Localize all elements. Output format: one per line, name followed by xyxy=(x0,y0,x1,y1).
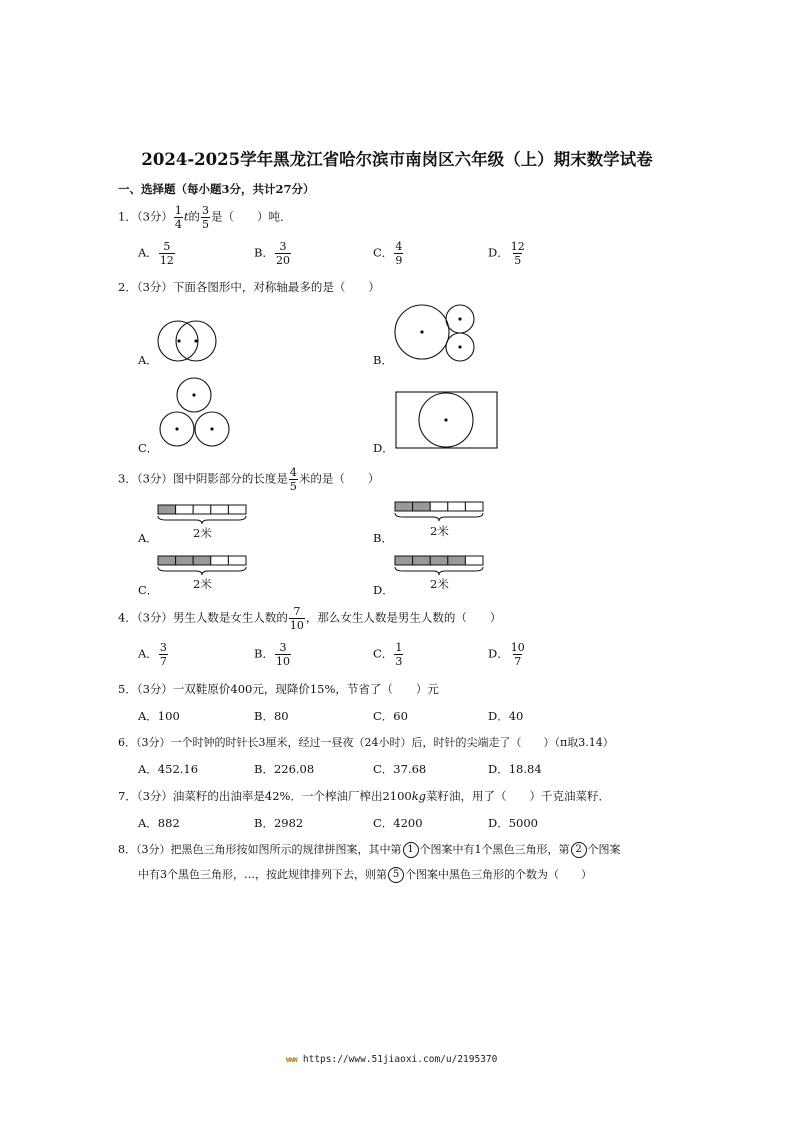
fraction xyxy=(159,642,168,667)
denominator: 4 xyxy=(174,218,182,231)
bar-label: 2米 xyxy=(193,526,212,540)
question-text: 中有3个黑色三角形，…，按此规律排列下去，则第 xyxy=(138,868,387,881)
option-c[interactable]: C．37.68 xyxy=(373,762,427,776)
question-text: 个图案中黑色三角形的个数为（ ） xyxy=(405,868,592,881)
question-8-line-1 xyxy=(118,841,621,858)
unit-text: t xyxy=(183,209,189,224)
circled-number: 5 xyxy=(388,867,404,883)
option-a[interactable]: A． xyxy=(138,531,158,545)
question-number: 1．（3分） xyxy=(118,209,173,224)
option-letter: C． xyxy=(373,245,394,260)
denominator: 20 xyxy=(275,254,290,267)
question-2: 2．（3分）下面各图形中，对称轴最多的是（ ） xyxy=(118,280,380,294)
option-a[interactable]: A．882 xyxy=(138,816,180,830)
question-text: 个图案中有1个黑色三角形，第 xyxy=(419,843,570,856)
denominator: 7 xyxy=(514,655,522,668)
option-a[interactable]: A． xyxy=(138,353,158,367)
numerator: 4 xyxy=(395,240,403,253)
fraction xyxy=(275,642,291,667)
footer xyxy=(286,1054,497,1065)
option-b[interactable]: B．80 xyxy=(254,709,289,723)
question-text: 8．（3分）把黑色三角形按如图所示的规律拼图案，其中第 xyxy=(118,843,402,856)
option-b[interactable]: B．226.08 xyxy=(254,762,315,776)
option-b[interactable]: B． xyxy=(373,531,393,545)
option-d[interactable]: D．18.84 xyxy=(488,762,542,776)
brace xyxy=(395,513,483,521)
question-text: ，那么女生人数是男生人数的（ ） xyxy=(305,610,502,625)
brace xyxy=(158,567,246,575)
option-letter: D． xyxy=(488,245,509,260)
fraction xyxy=(289,606,305,631)
fraction xyxy=(510,642,526,667)
denominator: 5 xyxy=(514,254,522,267)
denominator: 9 xyxy=(395,254,403,267)
option-b[interactable] xyxy=(254,642,292,667)
option-d[interactable]: D． xyxy=(373,441,394,455)
numerator: 7 xyxy=(293,605,301,618)
option-c[interactable]: C．60 xyxy=(373,709,408,723)
brace xyxy=(395,567,483,575)
question-8-line-2 xyxy=(138,866,592,883)
fraction xyxy=(394,642,403,667)
option-c[interactable]: C． xyxy=(138,441,159,455)
option-d[interactable]: D． xyxy=(373,583,394,597)
option-b[interactable]: B． xyxy=(373,353,393,367)
option-c[interactable] xyxy=(373,642,404,667)
denominator: 10 xyxy=(275,655,290,668)
numerator: 1 xyxy=(174,204,182,217)
question-7 xyxy=(118,788,610,804)
denominator: 5 xyxy=(202,218,210,231)
question-text: 菜籽油，用了（ ）千克油菜籽． xyxy=(426,789,611,803)
option-letter: B． xyxy=(254,646,274,661)
numerator: 1 xyxy=(395,641,403,654)
question-5: 5．（3分）一双鞋原价400元，现降价15%，节省了（ ）元 xyxy=(118,682,439,696)
question-text: 7．（3分）油菜籽的出油率是42%．一个榨油厂榨出2100 xyxy=(118,789,412,803)
denominator: 10 xyxy=(289,619,304,632)
bar-label: 2米 xyxy=(193,577,212,591)
unit-text: kg xyxy=(411,789,427,803)
option-letter: B． xyxy=(254,245,274,260)
question-6: 6．（3分）一个时钟的时针长3厘米，经过一昼夜（24小时）后，时针的尖端走了（ ）（π取3.14） xyxy=(118,736,614,749)
brace xyxy=(158,516,246,524)
option-d[interactable]: D．40 xyxy=(488,709,524,723)
question-text: 是（ ）吨． xyxy=(211,209,292,224)
option-a[interactable]: A．452.16 xyxy=(138,762,199,776)
option-letter: A． xyxy=(138,646,158,661)
question-text: 3．（3分）图中阴影部分的长度是 xyxy=(118,471,288,486)
numerator: 12 xyxy=(510,240,525,253)
numerator: 4 xyxy=(289,466,297,479)
option-d[interactable] xyxy=(488,642,527,667)
option-letter: A． xyxy=(138,245,158,260)
circled-number: 2 xyxy=(571,842,587,858)
question-text: 米的是（ ） xyxy=(298,471,380,486)
circled-number: 1 xyxy=(403,842,419,858)
option-c[interactable]: C． xyxy=(138,583,159,597)
question-4 xyxy=(118,606,501,631)
question-text: 个图案 xyxy=(587,843,621,856)
denominator: 7 xyxy=(159,655,167,668)
numerator: 3 xyxy=(279,641,287,654)
bar-label: 2米 xyxy=(430,577,449,591)
option-a[interactable] xyxy=(138,642,169,667)
option-a[interactable]: A．100 xyxy=(138,709,180,723)
numerator: 3 xyxy=(202,204,210,217)
numerator: 3 xyxy=(279,240,287,253)
section-heading: 一、选择题（每小题3分，共计27分） xyxy=(118,182,315,196)
numerator: 5 xyxy=(163,240,171,253)
denominator: 3 xyxy=(395,655,403,668)
option-b[interactable]: B．2982 xyxy=(254,816,304,830)
numerator: 3 xyxy=(159,641,167,654)
site-logo: WWW xyxy=(286,1056,298,1064)
page-title: 2024-2025学年黑龙江省哈尔滨市南岗区六年级（上）期末数学试卷 xyxy=(141,150,653,169)
question-text: 的 xyxy=(188,209,201,224)
option-letter: D． xyxy=(488,646,509,661)
numerator: 10 xyxy=(510,641,525,654)
bar-label: 2米 xyxy=(430,524,449,538)
denominator: 12 xyxy=(159,254,174,267)
denominator: 5 xyxy=(289,480,297,493)
footer-url[interactable]: https://www.51jiaoxi.com/u/2195370 xyxy=(302,1054,498,1065)
question-text: 4．（3分）男生人数是女生人数的 xyxy=(118,610,288,625)
option-d[interactable]: D．5000 xyxy=(488,816,538,830)
option-letter: C． xyxy=(373,646,394,661)
option-c[interactable]: C．4200 xyxy=(373,816,423,830)
